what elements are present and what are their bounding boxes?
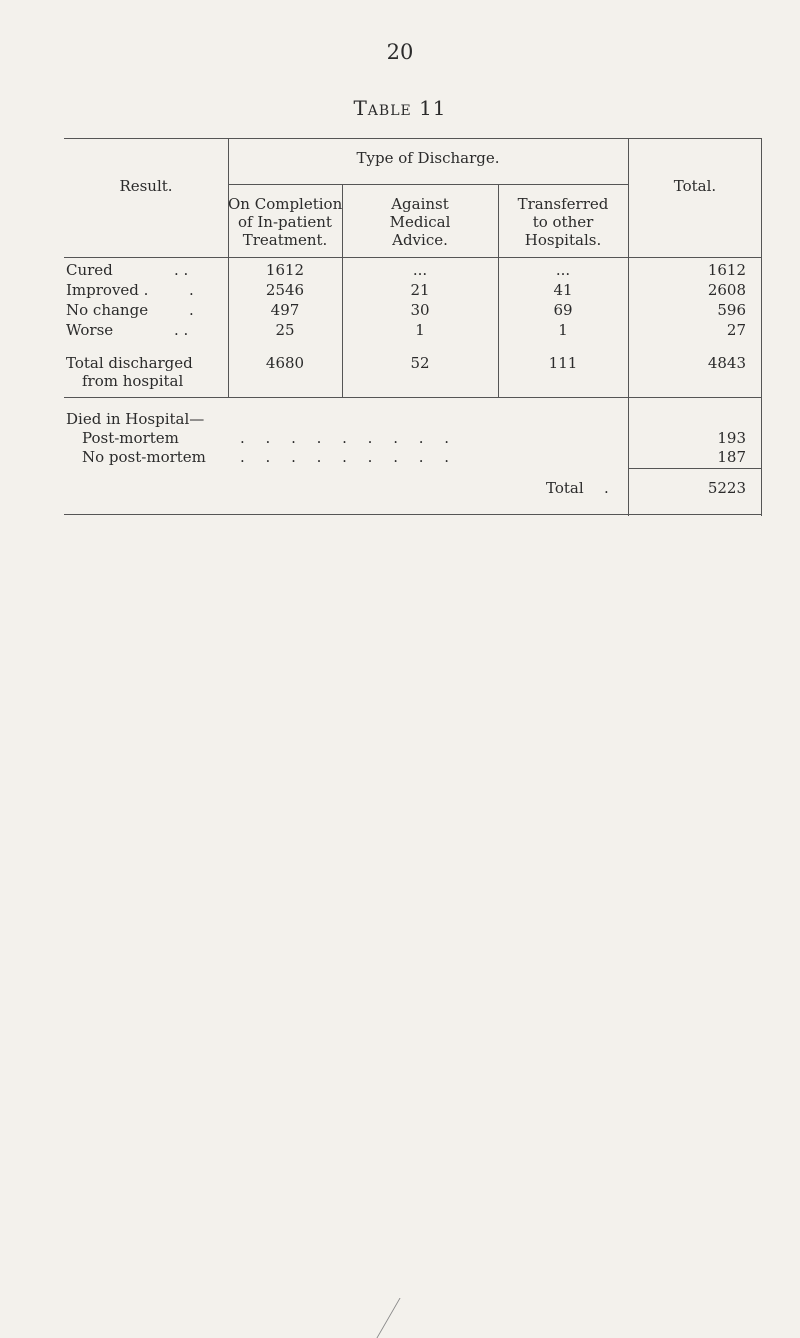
row-label-cured: Cured — [66, 261, 113, 279]
row-dots: . — [189, 281, 194, 299]
row-dots: . . . . . . . . . — [240, 448, 458, 466]
total-discharged-label-line-2: from hospital — [82, 372, 184, 390]
cell-transferred: 111 — [548, 354, 578, 372]
cell-transferred: 69 — [553, 301, 573, 319]
cell-completion: 497 — [270, 301, 300, 319]
header-transferred-line-2: to other — [532, 213, 594, 231]
total-discharged-label-line-1: Total discharged — [66, 354, 193, 372]
cell-total: 1612 — [707, 261, 746, 279]
cell-transferred: 41 — [553, 281, 573, 299]
cell-completion: 25 — [275, 321, 295, 339]
table-right-rule — [761, 139, 762, 516]
cell-against: ... — [412, 261, 428, 279]
header-on-completion-line-1: On Completion — [228, 195, 343, 213]
grand-total-value: 5223 — [707, 479, 746, 497]
cell-completion: 1612 — [265, 261, 305, 279]
body-rule — [64, 397, 762, 398]
cell-total: 187 — [717, 448, 746, 466]
header-against-advice-line-3: Advice. — [392, 231, 448, 249]
cell-total: 193 — [717, 429, 746, 447]
row-dots: . . — [174, 261, 189, 279]
cell-total: 596 — [717, 301, 746, 319]
cell-against: 1 — [415, 321, 425, 339]
page-number: 20 — [386, 40, 414, 64]
grand-total-label: Total — [546, 479, 584, 497]
table-title: Table 11 — [353, 96, 447, 120]
header-result: Result. — [119, 177, 173, 195]
cell-total: 4843 — [707, 354, 746, 372]
row-label-improved: Improved . — [66, 281, 149, 299]
cell-transferred: ... — [555, 261, 571, 279]
header-on-completion-line-3: Treatment. — [242, 231, 328, 249]
cell-total: 2608 — [707, 281, 746, 299]
header-total: Total. — [673, 177, 717, 195]
cell-against: 52 — [410, 354, 430, 372]
row-dots: . — [189, 301, 194, 319]
discharge-table — [64, 138, 762, 515]
cell-completion: 2546 — [265, 281, 305, 299]
row-label-worse: Worse — [66, 321, 114, 339]
header-transferred-line-1: Transferred — [517, 195, 609, 213]
header-type-of-discharge: Type of Discharge. — [356, 149, 500, 167]
grand-total-dots: . — [604, 479, 609, 497]
header-on-completion-line-2: of In-patient — [238, 213, 332, 231]
row-dots: . . . . . . . . . — [240, 429, 458, 447]
died-label-no-post-mortem: No post-mortem — [82, 448, 206, 466]
row-dots: . . — [174, 321, 189, 339]
header-against-advice-line-2: Medical — [389, 213, 451, 231]
cell-total: 27 — [726, 321, 746, 339]
died-heading: Died in Hospital— — [66, 410, 205, 428]
header-transferred-line-3: Hospitals. — [524, 231, 602, 249]
cell-against: 21 — [410, 281, 430, 299]
cell-transferred: 1 — [558, 321, 568, 339]
total-rule — [628, 468, 762, 469]
type-subheader-rule — [228, 184, 628, 185]
header-against-advice-line-1: Against — [391, 195, 449, 213]
died-label-post-mortem: Post-mortem — [82, 429, 179, 447]
row-label-no-change: No change — [66, 301, 149, 319]
header-rule — [64, 257, 762, 258]
cell-against: 30 — [410, 301, 430, 319]
stray-pen-mark — [376, 1298, 416, 1338]
cell-completion: 4680 — [265, 354, 305, 372]
